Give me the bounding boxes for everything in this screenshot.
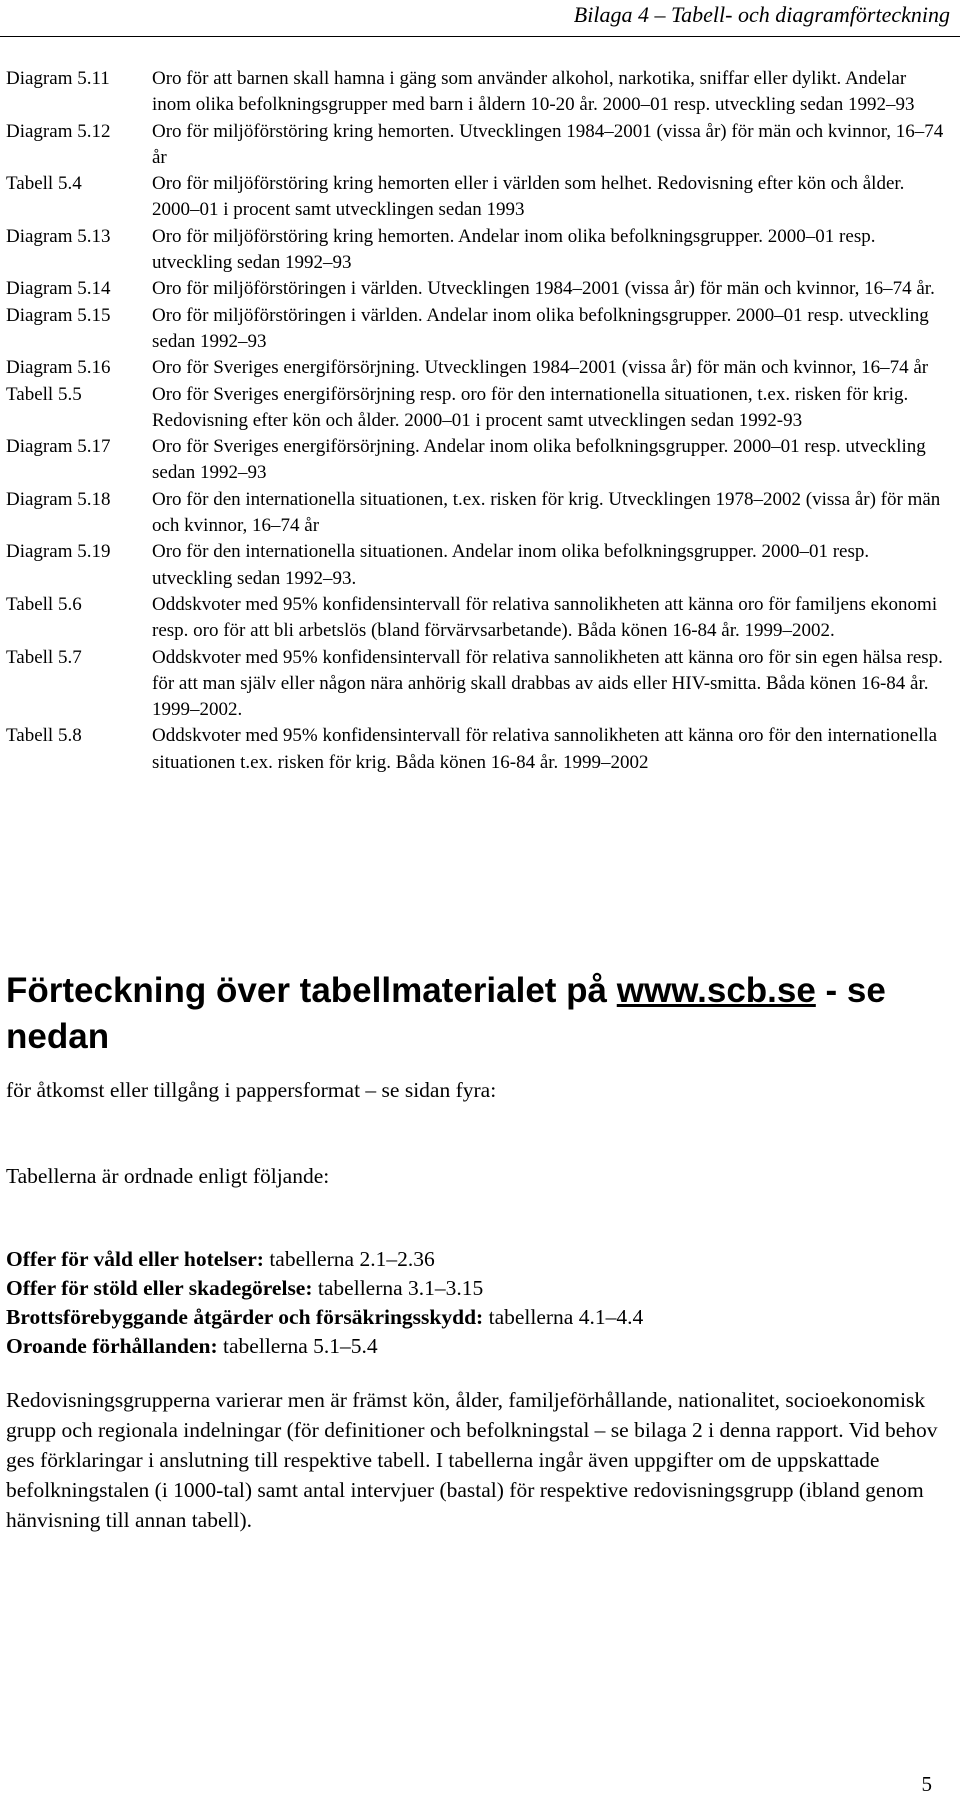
category-item: Offer för våld eller hotelser: tabellerna 2.1–2.36 [6, 1247, 435, 1271]
list-item [6, 645, 954, 724]
entry-text: Oro för miljöförstöring kring hemorten eller i världen som helhet. Redovisning efter kön och ålder. 2000–01 i procent samt utvecklingen sedan 1993 [152, 173, 905, 221]
category-item: Offer för stöld eller skadegörelse: tabellerna 3.1–3.15 [6, 1276, 484, 1300]
entry-label: Diagram 5.11 [6, 68, 110, 89]
list-item [6, 382, 954, 435]
category-item: Brottsförebyggande åtgärder och försäkringsskydd: tabellerna 4.1–4.4 [6, 1305, 644, 1329]
entry-text: Oro för miljöförstöring kring hemorten. Utvecklingen 1984–2001 (vissa år) för män och kvinnor, 16–74 år [152, 120, 944, 168]
heading-text: Förteckning över tabellmaterialet på [6, 971, 617, 1010]
list-item [6, 723, 954, 776]
category-tables: tabellerna 3.1–3.15 [317, 1276, 484, 1300]
category-name: Offer för våld eller hotelser [6, 1247, 257, 1271]
entry-label: Diagram 5.15 [6, 304, 111, 326]
entry-label: Tabell 5.7 [6, 646, 82, 668]
category-name: Offer för stöld eller skadegörelse [6, 1276, 306, 1300]
entry-text: Oro för Sveriges energiförsörjning resp. oro för den internationella situationen, t.ex. risken för krig. Redovisning efter kön och ålder. 2000–01 i procent samt utvecklingen sedan 1992-93 [152, 383, 909, 431]
entry-text: Oro för att barnen skall hamna i gäng som använder alkohol, narkotika, sniffar eller dylikt. Andelar inom olika befolkningsgrupper med barn i åldern 10-20 år. 2000–01 resp. utveckling sedan 1992–93 [152, 68, 915, 116]
list-item [6, 171, 954, 224]
entry-text: Oddskvoter med 95% konfidensintervall för relativa sannolikheten att känna oro för sin egen hälsa resp. för att man själv eller någon nära anhörig skall drabbas av aids eller HIV-smitta. Båda könen 16-84 år. 1999–2002. [152, 646, 943, 721]
header-rule [0, 36, 960, 37]
entry-label: Diagram 5.19 [6, 541, 111, 563]
closing-paragraph: Redovisningsgrupperna varierar men är främst kön, ålder, familjeförhållande, nationalitet, socioekonomisk grupp och regionala indelningar (för definitioner och befolkningstal – se bilaga 2 i denna rapport. Vid behov ges förklaringar i anslutning till respektive tabell. I tabellerna ingår även uppgifter om de uppskattade befolkningstalen (i 1000-tal) samt antal intervjuer (bastal) för respektive redovisningsgrupp (ibland genom hänvisning till annan tabell). [6, 1388, 938, 1532]
category-name: Oroande förhållanden [6, 1334, 211, 1358]
entry-label: Diagram 5.18 [6, 488, 111, 510]
list-item [6, 539, 954, 592]
list-item [6, 276, 954, 302]
entry-label: Diagram 5.14 [6, 278, 111, 300]
entry-label: Tabell 5.4 [6, 173, 82, 195]
entry-text: Oro för den internationella situationen, t.ex. risken för krig. Utvecklingen 1978–2002 (vissa år) för män och kvinnor, 16–74 år [152, 488, 941, 537]
order-note: Tabellerna är ordnade enligt följande: [6, 1164, 330, 1188]
entry-text: Oro för den internationella situationen. Andelar inom olika befolkningsgrupper. 2000–01 resp. utveckling sedan 1992–93. [152, 541, 870, 589]
entry-text: Oro för miljöförstöringen i världen. Andelar inom olika befolkningsgrupper. 2000–01 resp. utveckling sedan 1992–93 [152, 304, 929, 352]
heading-text-end: - se nedan [6, 971, 886, 1056]
list-item [6, 224, 954, 277]
entry-label: Diagram 5.17 [6, 436, 111, 458]
entry-text: Oro för miljöförstöring kring hemorten. Andelar inom olika befolkningsgrupper. 2000–01 resp. utveckling sedan 1992–93 [152, 225, 876, 274]
category-name: Brottsförebyggande åtgärder och försäkringsskydd [6, 1305, 477, 1329]
category-item: Oroande förhållanden: tabellerna 5.1–5.4 [6, 1334, 378, 1358]
scb-website-link[interactable]: www.scb.se [616, 971, 816, 1010]
page-number: 5 [921, 1772, 932, 1796]
intro-text: för åtkomst eller tillgång i pappersformat – se sidan fyra: [6, 1078, 497, 1102]
list-item [6, 487, 954, 540]
category-tables: tabellerna 2.1–2.36 [269, 1247, 435, 1271]
entry-label: Tabell 5.6 [6, 593, 82, 615]
figure-table-list [6, 66, 954, 776]
entry-text: Oddskvoter med 95% konfidensintervall för relativa sannolikheten att känna oro för familjens ekonomi resp. oro för att bli arbetslös (bland förvärvsarbetande). Båda könen 16-84 år. 1999–2002. [152, 593, 938, 642]
category-list [6, 1245, 946, 1361]
entry-label: Tabell 5.8 [6, 725, 82, 747]
entry-label: Diagram 5.13 [6, 225, 111, 247]
entry-text: Oro för Sveriges energiförsörjning. Andelar inom olika befolkningsgrupper. 2000–01 resp. utveckling sedan 1992–93 [152, 436, 926, 484]
list-item [6, 355, 954, 381]
list-item [6, 66, 954, 119]
category-tables: tabellerna 5.1–5.4 [223, 1334, 378, 1358]
list-item [6, 592, 954, 645]
entry-label: Diagram 5.16 [6, 357, 111, 379]
running-header: Bilaga 4 – Tabell- och diagramförteckning [573, 2, 950, 27]
list-item [6, 434, 954, 487]
entry-text: Oro för Sveriges energiförsörjning. Utvecklingen 1984–2001 (vissa år) för män och kvinnor, 16–74 år [152, 357, 929, 379]
list-item [6, 303, 954, 356]
list-item [6, 119, 954, 172]
entry-text: Oro för miljöförstöringen i världen. Utvecklingen 1984–2001 (vissa år) för män och kvinnor, 16–74 år. [152, 278, 935, 300]
entry-label: Diagram 5.12 [6, 120, 111, 142]
entry-text: Oddskvoter med 95% konfidensintervall för relativa sannolikheten att känna oro för den internationella situationen t.ex. risken för krig. Båda könen 16-84 år. 1999–2002 [152, 725, 938, 773]
section-heading [6, 968, 946, 1060]
category-tables: tabellerna 4.1–4.4 [488, 1305, 644, 1329]
entry-label: Tabell 5.5 [6, 383, 82, 405]
